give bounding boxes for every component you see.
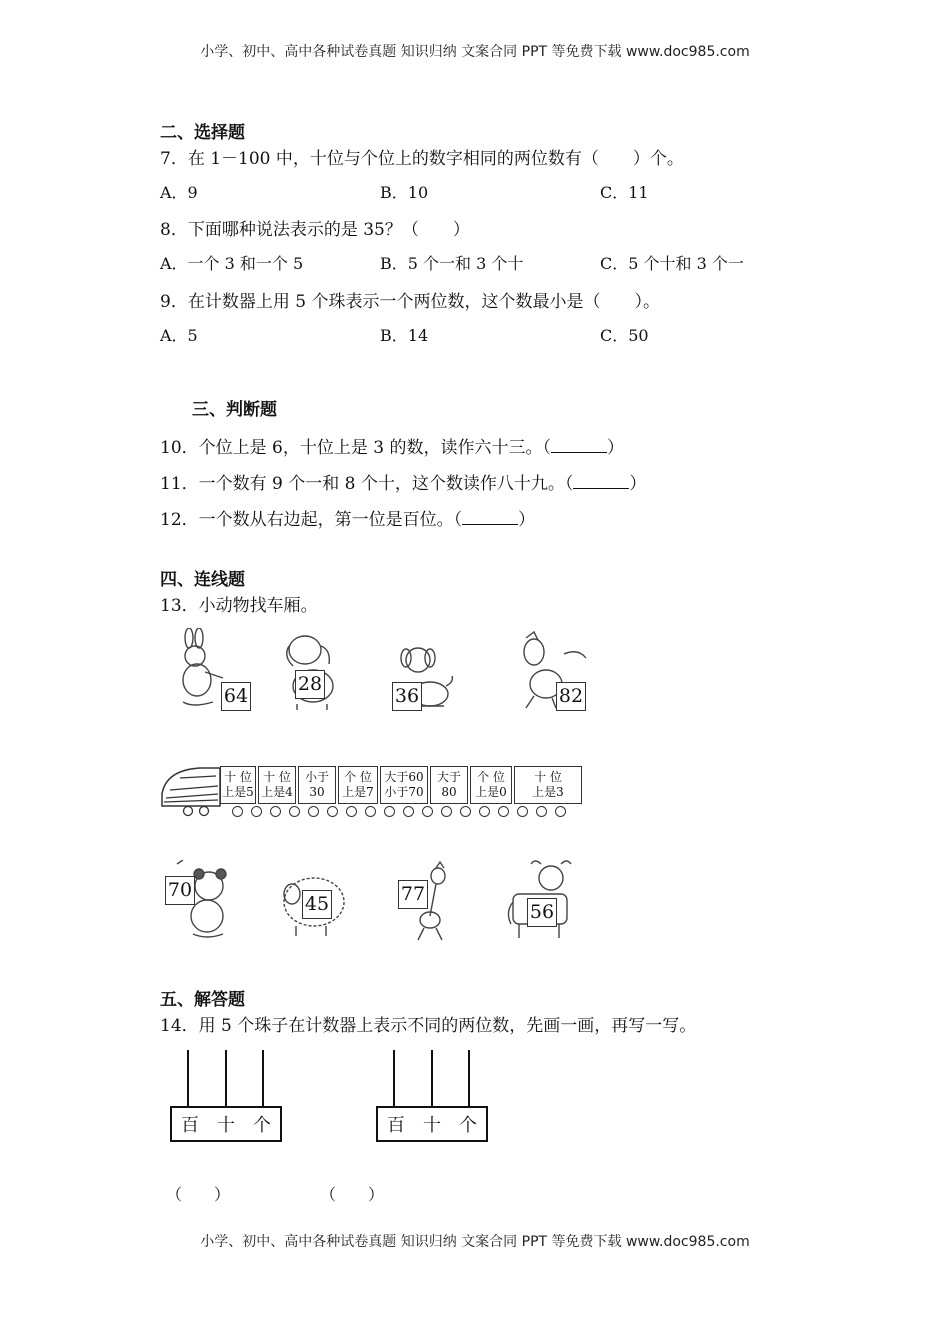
answer-blank-right[interactable]: （ ）: [320, 1185, 385, 1204]
train-car-3[interactable]: [298, 766, 336, 804]
page-header: 小学、初中、高中各种试卷真题 知识归纳 文案合同 PPT 等免费下载 www.doc985.com: [200, 44, 750, 60]
car-line-2: 上是5: [222, 785, 254, 799]
animal-number-card: 28: [295, 670, 325, 699]
train-wheel: [270, 806, 281, 817]
car-line-1: 十 位: [534, 770, 562, 784]
section-title-matching: 四、连线题: [160, 570, 245, 590]
locomotive-icon: [160, 766, 222, 818]
train-car-7[interactable]: [470, 766, 512, 804]
question-13: 13．小动物找车厢。: [160, 596, 318, 616]
question-8: 8．下面哪种说法表示的是 35？（ ）: [160, 220, 470, 240]
q10-answer-blank[interactable]: [551, 438, 607, 453]
animal-number-card: 36: [392, 682, 422, 711]
panda-animal: [163, 860, 237, 944]
label-ones: 个: [253, 1115, 271, 1136]
q7-option-c: C．11: [600, 183, 649, 202]
section-title-judge: 三、判断题: [192, 400, 277, 420]
q7-option-b: B．10: [380, 183, 429, 202]
rod-ones[interactable]: [262, 1050, 264, 1106]
rod-hundreds[interactable]: [187, 1050, 189, 1106]
car-line-2: 小于70: [384, 785, 424, 799]
rod-tens[interactable]: [225, 1050, 227, 1106]
animal-number-card: 70: [165, 876, 195, 905]
car-line-1: 个 位: [477, 770, 505, 784]
train-car-6[interactable]: [430, 766, 468, 804]
giraffe-animal: [396, 858, 470, 942]
question-7: 7．在 1－100 中，十位与个位上的数字相同的两位数有（ ）个。: [160, 149, 684, 169]
car-line-1: 大于60: [384, 770, 424, 784]
rod-hundreds[interactable]: [393, 1050, 395, 1106]
car-line-2: 80: [441, 785, 457, 799]
train-car-4[interactable]: [338, 766, 378, 804]
train-wheel: [346, 806, 357, 817]
sheep-animal: [280, 870, 354, 954]
train-wheel: [289, 806, 300, 817]
horse-animal: [516, 628, 590, 712]
q7-option-a: A．9: [160, 183, 198, 202]
train-wheel: [384, 806, 395, 817]
train: [160, 766, 584, 818]
section-title-answer: 五、解答题: [160, 990, 245, 1010]
q9-option-b: B．14: [380, 326, 429, 345]
train-wheel: [517, 806, 528, 817]
train-wheel: [365, 806, 376, 817]
question-10: [160, 433, 624, 458]
label-tens: 十: [217, 1115, 235, 1136]
label-tens: 十: [423, 1115, 441, 1136]
train-wheel: [251, 806, 262, 817]
car-line-2: 上是0: [475, 785, 507, 799]
train-wheel: [308, 806, 319, 817]
train-wheel: [536, 806, 547, 817]
train-car-2[interactable]: [258, 766, 296, 804]
train-wheel: [441, 806, 452, 817]
car-line-1: 大于: [436, 770, 461, 784]
train-car-5[interactable]: [380, 766, 428, 804]
q12-answer-blank[interactable]: [462, 510, 518, 525]
q9-option-a: A．5: [160, 326, 198, 345]
train-wheel: [232, 806, 243, 817]
label-ones: 个: [459, 1115, 477, 1136]
q10-text: 10．个位上是 6，十位上是 3 的数，读作六十三。（: [160, 438, 551, 458]
q9-option-c: C．50: [600, 326, 649, 345]
animal-number-card: 45: [302, 890, 332, 919]
rod-tens[interactable]: [431, 1050, 433, 1106]
abacus-base: [376, 1106, 488, 1142]
puppy-animal: [390, 642, 464, 726]
train-wheel: [498, 806, 509, 817]
section-title-choice: 二、选择题: [160, 123, 245, 143]
q12-text: 12．一个数从右边起，第一位是百位。（: [160, 510, 463, 530]
car-line-1: 十 位: [263, 770, 291, 784]
cow-animal: [505, 858, 579, 942]
train-car-1[interactable]: [220, 766, 256, 804]
page-footer: 小学、初中、高中各种试卷真题 知识归纳 文案合同 PPT 等免费下载 www.doc985.com: [200, 1234, 750, 1250]
car-line-1: 个 位: [344, 770, 372, 784]
q11-answer-blank[interactable]: [573, 474, 629, 489]
abacus-base: [170, 1106, 282, 1142]
q11-close: ）: [629, 474, 647, 494]
car-line-2: 上是3: [532, 785, 564, 799]
car-line-2: 上是4: [261, 785, 293, 799]
q8-option-c: C．5 个十和 3 个一: [600, 254, 744, 273]
car-line-1: 十 位: [224, 770, 252, 784]
abacus-right[interactable]: [376, 1050, 488, 1150]
label-hundreds: 百: [387, 1115, 405, 1136]
train-wheel: [327, 806, 338, 817]
q11-text: 11．一个数有 9 个一和 8 个十，这个数读作八十九。（: [160, 474, 574, 494]
elephant-animal: [283, 628, 357, 712]
train-car-8[interactable]: [514, 766, 582, 804]
q12-close: ）: [518, 510, 536, 530]
q10-close: ）: [606, 438, 624, 458]
car-line-2: 30: [309, 785, 325, 799]
animal-number-card: 77: [398, 880, 428, 909]
question-11: [160, 469, 646, 494]
label-hundreds: 百: [181, 1115, 199, 1136]
animal-number-card: 64: [221, 682, 251, 711]
train-wheel: [460, 806, 471, 817]
train-wheel: [422, 806, 433, 817]
question-14: 14．用 5 个珠子在计数器上表示不同的两位数，先画一画，再写一写。: [160, 1016, 697, 1036]
train-wheel: [403, 806, 414, 817]
animal-number-card: 56: [527, 898, 557, 927]
question-12: [160, 505, 535, 530]
abacus-left[interactable]: [170, 1050, 282, 1150]
q8-option-a: A．一个 3 和一个 5: [160, 254, 304, 273]
train-wheel: [479, 806, 490, 817]
train-wheel: [555, 806, 566, 817]
rod-ones[interactable]: [468, 1050, 470, 1106]
rabbit-animal: [175, 628, 249, 712]
q8-option-b: B．5 个一和 3 个十: [380, 254, 524, 273]
question-9: 9．在计数器上用 5 个珠表示一个两位数，这个数最小是（ ）。: [160, 292, 660, 312]
car-line-1: 小于: [304, 770, 329, 784]
animal-number-card: 82: [556, 682, 586, 711]
answer-blank-left[interactable]: （ ）: [166, 1185, 231, 1204]
car-line-2: 上是7: [342, 785, 374, 799]
